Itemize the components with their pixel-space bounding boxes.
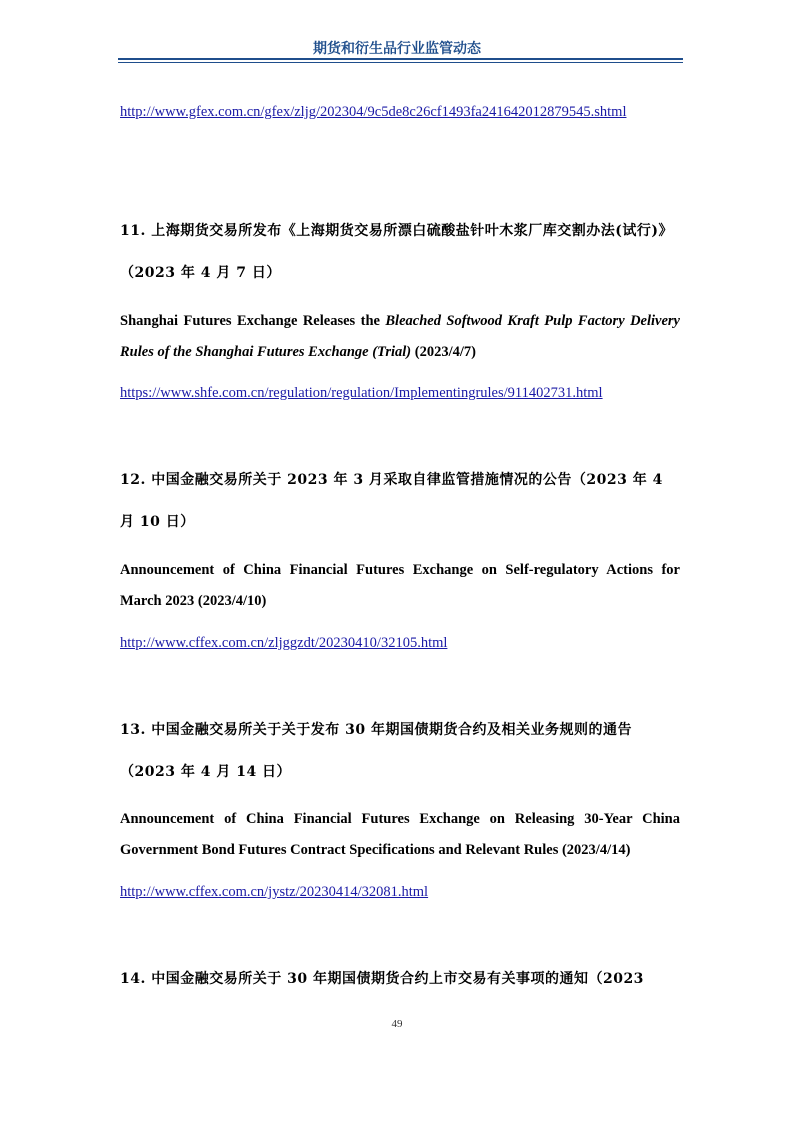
entry-14-zh-title: 14. 中国金融交易所关于 30 年期国债期货合约上市交易有关事项的通知（2023 [120,971,644,987]
entry-13-link[interactable]: http://www.cffex.com.cn/jystz/20230414/32081.html [120,884,429,900]
page-header-title: 期货和衍生品行业监管动态 [313,41,481,57]
entry-13-en-title: Announcement of China Financial Futures Exchange on Releasing 30-Year China Government Bond Futures Contract Specifications and Relevant Rules (2023/4/14) [120,811,680,858]
entry-11-en-suffix: (2023/4/7) [411,344,476,360]
header-rule-thick [118,58,683,60]
entry-11-zh-title: 11. 上海期货交易所发布《上海期货交易所漂白硫酸盐针叶木浆厂库交割办法(试行)》（2023 年 4 月 7 日） [120,223,673,281]
entry-12-en-title: Announcement of China Financial Futures Exchange on Self-regulatory Actions for March 2023 (2023/4/10) [120,562,680,609]
entry-11-en-title [120,306,680,368]
entry-12-zh-title: 12. 中国金融交易所关于 2023 年 3 月采取自律监管措施情况的公告（2023 年 4 月 10 日） [120,472,663,530]
page-number: 49 [391,1018,403,1030]
entry-11-en-prefix: Shanghai Futures Exchange Releases the [120,313,386,329]
prev-entry-link[interactable]: http://www.gfex.com.cn/gfex/zljg/202304/9c5de8c26cf1493fa241642012879545.shtml [120,104,627,120]
header-rule-thin [118,62,683,63]
entry-11-en-italic: Bleached Softwood Kraft Pulp Factory Delivery Rules of the Shanghai Futures Exchange (Trial) [120,313,680,360]
entry-13-zh-title: 13. 中国金融交易所关于关于发布 30 年期国债期货合约及相关业务规则的通告（2023 年 4 月 14 日） [120,722,632,780]
entry-12-link[interactable]: http://www.cffex.com.cn/zljggzdt/20230410/32105.html [120,635,448,651]
entry-11-link[interactable]: https://www.shfe.com.cn/regulation/regulation/Implementingrules/911402731.html [120,385,603,401]
